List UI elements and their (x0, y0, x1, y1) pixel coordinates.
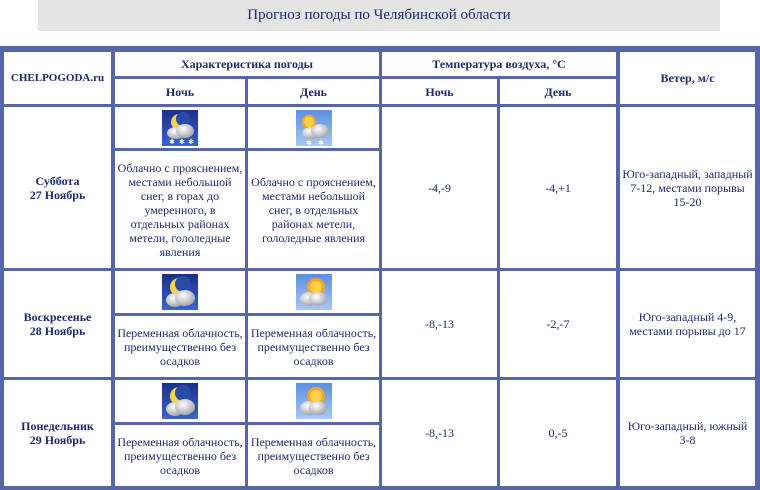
svg-text:✱: ✱ (317, 138, 324, 146)
moon-cloud-icon (162, 274, 198, 310)
day-description: Переменная облачность, преимущественно без осадков (248, 425, 379, 486)
header-wind: Ветер, м/с (620, 52, 755, 104)
moon-cloud-snow-icon (162, 110, 198, 146)
weekday: Воскресенье (23, 310, 92, 324)
svg-text:✱: ✱ (188, 137, 194, 146)
svg-text:✱: ✱ (179, 137, 185, 146)
sun-cloud-icon (296, 274, 332, 310)
sun-cloud-icon (296, 383, 332, 419)
temp-day: -4,+1 (500, 107, 616, 268)
table-row-day-label (4, 380, 111, 486)
header-temperature: Температура воздуха, °С (382, 52, 616, 76)
night-description: Облачно с прояснением, местами небольшой снег, в горах до умеренного, в отдельных районах метели, гололедные явления (115, 151, 245, 268)
header-temp-night: Ночь (382, 79, 497, 104)
header-weather-night: Ночь (115, 79, 245, 104)
svg-text:✱: ✱ (305, 138, 312, 146)
day-description: Облачно с прояснением, местами небольшой снег, в отдельных районах метели, гололедные явления (248, 151, 379, 268)
page-title: Прогноз погоды по Челябинской области (38, 0, 720, 31)
temp-night: -8,-13 (382, 271, 497, 377)
temp-night: -4,-9 (382, 107, 497, 268)
night-icon-cell (115, 271, 245, 313)
svg-text:✱: ✱ (169, 137, 175, 146)
wind: Юго-западный 4-9, местами порывы до 17 (620, 271, 755, 377)
weekday: Понедельник (21, 419, 94, 433)
header-weather: Характеристика погоды (115, 52, 379, 76)
day-description: Переменная облачность, преимущественно без осадков (248, 316, 379, 377)
table-row-day-label (4, 107, 111, 268)
temp-day: 0,-5 (500, 380, 616, 486)
night-icon-cell (115, 380, 245, 422)
day-icon-cell (248, 107, 379, 148)
temp-day: -2,-7 (500, 271, 616, 377)
brand-cell: CHELPOGODA.ru (4, 52, 111, 104)
date: 28 Ноябрь (29, 324, 86, 338)
weekday: Суббота (35, 173, 80, 188)
header-temp-day: День (500, 79, 616, 104)
wind: Юго-западный, южный 3-8 (620, 380, 755, 486)
date: 27 Ноябрь (29, 187, 86, 202)
night-icon-cell (115, 107, 245, 148)
moon-cloud-icon (162, 383, 198, 419)
night-description: Переменная облачность, преимущественно без осадков (115, 316, 245, 377)
sun-cloud-snow-icon (296, 110, 332, 146)
date: 29 Ноябрь (29, 433, 86, 447)
night-description: Переменная облачность, преимущественно без осадков (115, 425, 245, 486)
day-icon-cell (248, 380, 379, 422)
temp-night: -8,-13 (382, 380, 497, 486)
header-weather-day: День (248, 79, 379, 104)
day-icon-cell (248, 271, 379, 313)
forecast-table (0, 46, 760, 490)
table-row-day-label (4, 271, 111, 377)
wind: Юго-западный, западный 7-12, местами порывы 15-20 (620, 107, 755, 268)
